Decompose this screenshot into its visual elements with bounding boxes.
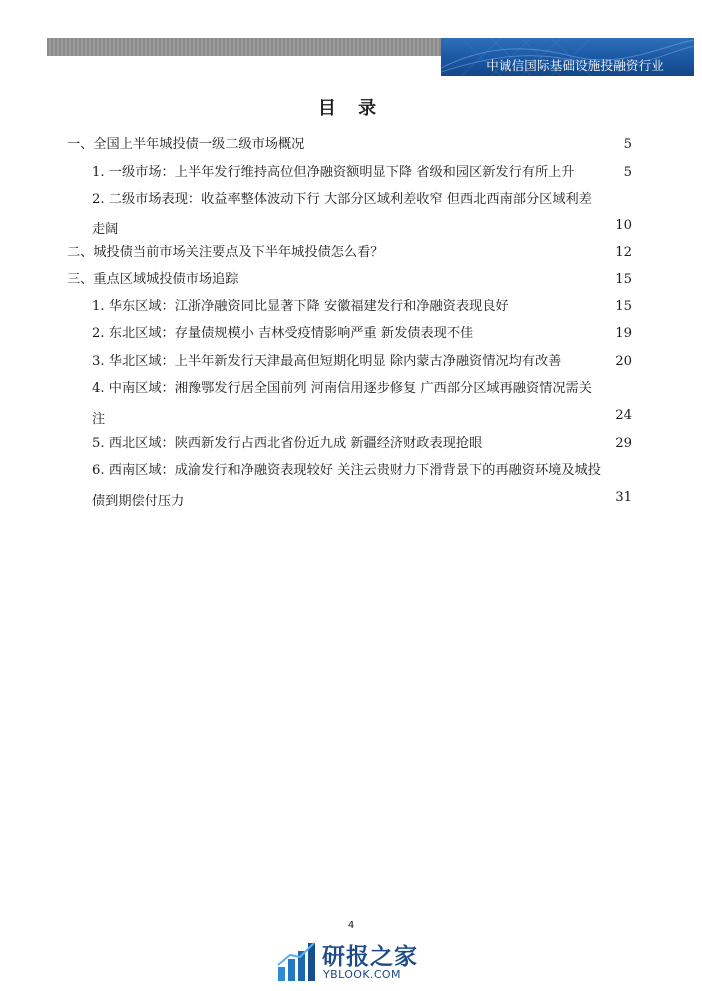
toc-entry-text: 4. 中南区域：湘豫鄂发行居全国前列 河南信用逐步修复 广西部分区域再融资情况需关 [92, 381, 592, 396]
toc-entry-text: 二、城投债当前市场关注要点及下半年城投债怎么看？ [67, 245, 384, 260]
toc-entry-continuation: 走阔 [92, 222, 119, 237]
toc-entry-text: 一、全国上半年城投债一级二级市场概况 [67, 137, 305, 152]
toc-entry-page: 20 [615, 354, 632, 369]
toc-entry-page: 29 [615, 436, 632, 451]
toc-entry-page: 31 [615, 490, 632, 505]
toc-entry-text: 2. 东北区域：存量债规模小 吉林受疫情影响严重 新发债表现不佳 [92, 326, 474, 341]
toc-entry-text: 2. 二级市场表现：收益率整体波动下行 大部分区域利差收窄 但西北西南部分区域利差 [92, 192, 592, 207]
toc-entry-text: 三、重点区域城投债市场追踪 [67, 272, 239, 287]
toc-entry-text: 6. 西南区域：成渝发行和净融资表现较好 关注云贵财力下滑背景下的再融资环境及城投 [92, 463, 601, 478]
toc-entry-page: 5 [623, 165, 632, 180]
watermark-name-en: YBLOOK.COM [323, 968, 401, 981]
toc-entry-page: 12 [615, 245, 632, 260]
toc-entry-page: 5 [623, 137, 632, 152]
toc-entry-page: 24 [615, 408, 632, 423]
toc-entry-text: 1. 一级市场：上半年发行维持高位但净融资额明显下降 省级和园区新发行有所上升 [92, 165, 575, 180]
header-gray-bar [47, 38, 441, 56]
page-number: 4 [347, 920, 355, 931]
toc-entry-text: 5. 西北区域：陕西新发行占西北省份近九成 新疆经济财政表现抢眼 [92, 436, 483, 451]
toc-entry-continuation: 注 [92, 412, 106, 427]
toc-heading: 目 录 [317, 98, 385, 119]
bar-chart-icon [276, 941, 318, 983]
toc-entry-text: 1. 华东区域：江浙净融资同比显著下降 安徽福建发行和净融资表现良好 [92, 299, 509, 314]
header-blue-banner [441, 38, 694, 76]
toc-entry-page: 10 [615, 218, 632, 233]
header-title: 中诚信国际基础设施投融资行业 [486, 58, 664, 73]
toc-entry-page: 19 [615, 326, 632, 341]
toc-entry-page: 15 [615, 299, 632, 314]
toc-entry-continuation: 债到期偿付压力 [92, 494, 185, 509]
toc-entry-text: 3. 华北区域：上半年新发行天津最高但短期化明显 除内蒙古净融资情况均有改善 [92, 354, 562, 369]
watermark-logo [276, 938, 436, 986]
watermark-name-cn: 研报之家 [322, 944, 418, 970]
toc-entry-page: 15 [615, 272, 632, 287]
